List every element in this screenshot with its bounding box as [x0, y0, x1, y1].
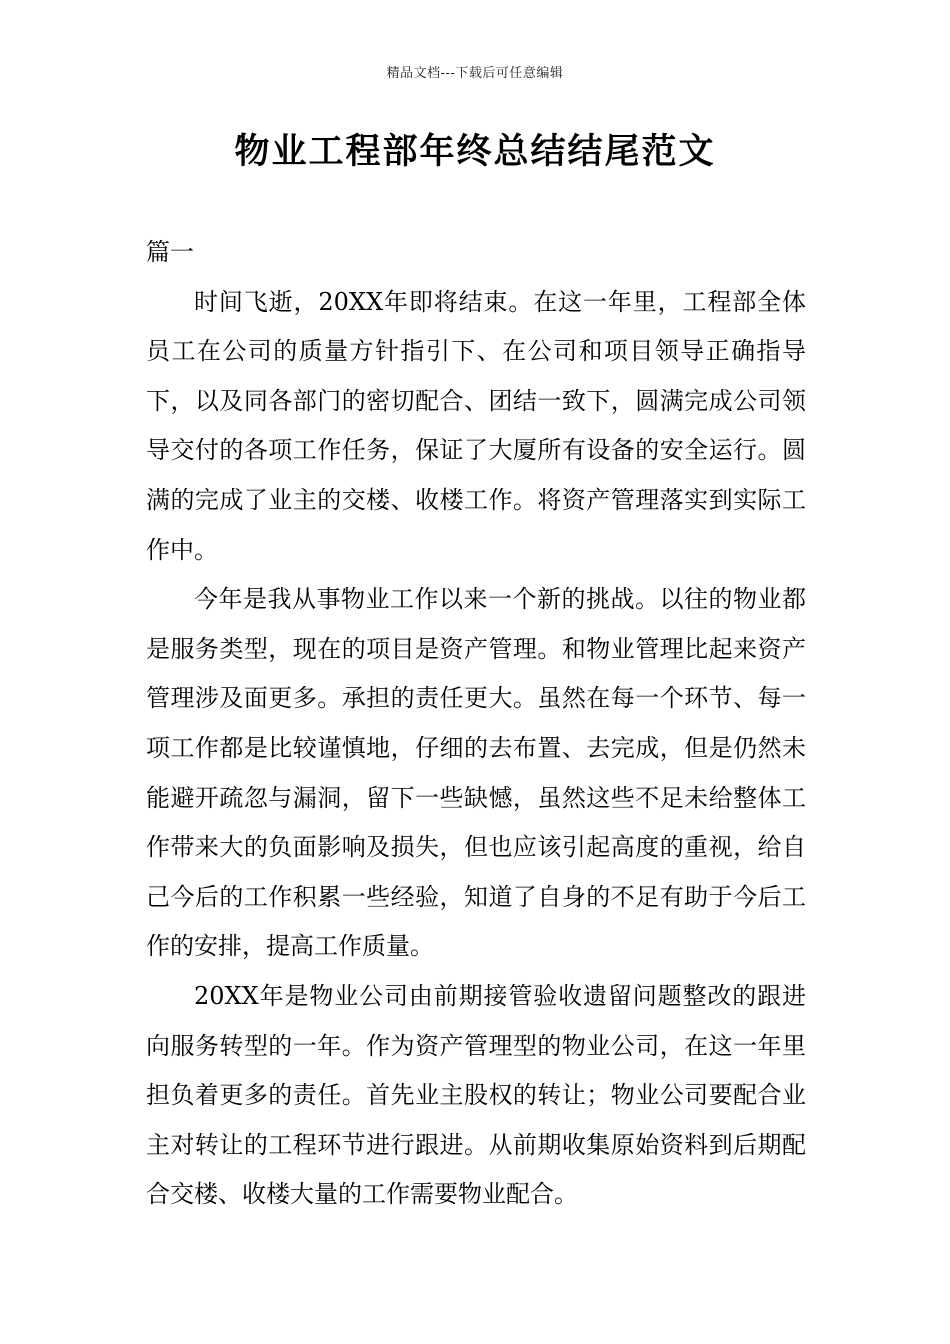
document-body	[146, 228, 806, 1220]
paragraph-2: 今年是我从事物业工作以来一个新的挑战。以往的物业都是服务类型，现在的项目是资产管理。和物业管理比起来资产管理涉及面更多。承担的责任更大。虽然在每一个环节、每一项工作都是比较谨慎地，仔细的去布置、去完成，但是仍然未能避开疏忽与漏洞，留下一些缺憾，虽然这些不足未给整体工作带来大的负面影响及损失，但也应该引起高度的重视，给自己今后的工作积累一些经验，知道了自身的不足有助于今后工作的安排，提高工作质量。	[146, 585, 806, 961]
section-label: 篇一	[146, 238, 194, 266]
header-note: 精品文档---下载后可任意编辑	[386, 66, 564, 81]
document-title: 物业工程部年终总结结尾范文	[234, 132, 716, 172]
paragraph-1: 时间飞逝，20XX年即将结束。在这一年里，工程部全体员工在公司的质量方针指引下、在公司和项目领导正确指导下，以及同各部门的密切配合、团结一致下，圆满完成公司领导交付的各项工作任务，保证了大厦所有设备的安全运行。圆满的完成了业主的交楼、收楼工作。将资产管理落实到实际工作中。	[146, 287, 806, 564]
paragraph-3: 20XX年是物业公司由前期接管验收遗留问题整改的跟进向服务转型的一年。作为资产管理型的物业公司，在这一年里担负着更多的责任。首先业主股权的转让；物业公司要配合业主对转让的工程环节进行跟进。从前期收集原始资料到后期配合交楼、收楼大量的工作需要物业配合。	[146, 981, 806, 1209]
